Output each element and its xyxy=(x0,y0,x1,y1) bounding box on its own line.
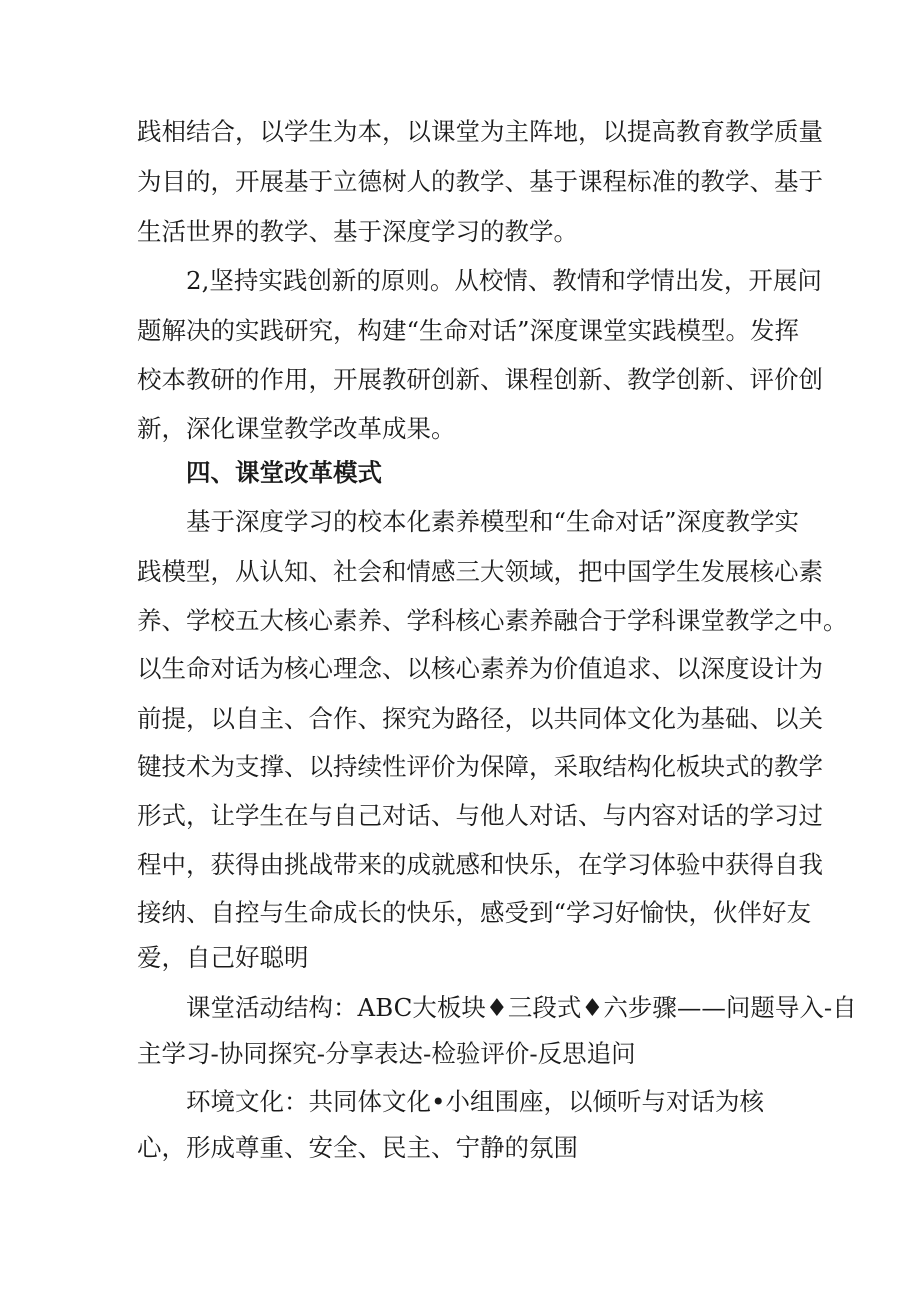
section-heading: 四、课堂改革模式 xyxy=(186,458,382,487)
paragraph-line: 2,坚持实践创新的原则。从校情、教情和学情出发，开展问 xyxy=(186,266,822,295)
paragraph-line: 心，形成尊重、安全、民主、宁静的氛围 xyxy=(137,1133,578,1162)
paragraph-line: 接纳、自控与生命成长的快乐，感受到“学习好愉快，伙伴好友 xyxy=(137,898,812,927)
paragraph-line: 践相结合，以学生为本，以课堂为主阵地，以提高教育教学质量 xyxy=(137,117,823,146)
paragraph-line: 环境文化：共同体文化•小组围座，以倾听与对话为核 xyxy=(186,1087,764,1116)
paragraph-line: 校本教研的作用，开展教研创新、课程创新、教学创新、评价创 xyxy=(137,365,823,394)
paragraph-line: 践模型，从认知、社会和情感三大领域，把中国学生发展核心素 xyxy=(137,557,823,586)
paragraph-line: 主学习-协同探究-分享表达-检验评价-反思追问 xyxy=(137,1039,636,1068)
paragraph-line: 生活世界的教学、基于深度学习的教学。 xyxy=(137,217,578,246)
paragraph-line: 爱，自己好聪明 xyxy=(137,943,309,972)
paragraph-line: 以生命对话为核心理念、以核心素养为价值追求、以深度设计为 xyxy=(137,654,823,683)
paragraph-line: 题解决的实践研究，构建“生命对话”深度课堂实践模型。发挥 xyxy=(137,316,800,345)
paragraph-line: 为目的，开展基于立德树人的教学、基于课程标准的教学、基于 xyxy=(137,167,823,196)
paragraph-line: 键技术为支撑、以持续性评价为保障，采取结构化板块式的教学 xyxy=(137,752,823,781)
paragraph-line: 养、学校五大核心素养、学科核心素养融合于学科课堂教学之中。 xyxy=(137,606,848,635)
paragraph-line: 新，深化课堂教学改革成果。 xyxy=(137,414,456,443)
paragraph-line: 形式，让学生在与自己对话、与他人对话、与内容对话的学习过 xyxy=(137,801,823,830)
paragraph-line: 基于深度学习的校本化素养模型和“生命对话”深度教学实 xyxy=(186,507,800,536)
paragraph-line: 课堂活动结构：ABC大板块♦三段式♦六步骤——问题导入-自 xyxy=(186,993,857,1022)
paragraph-line: 前提，以自主、合作、探究为路径，以共同体文化为基础、以关 xyxy=(137,704,823,733)
paragraph-line: 程中，获得由挑战带来的成就感和快乐，在学习体验中获得自我 xyxy=(137,850,823,879)
